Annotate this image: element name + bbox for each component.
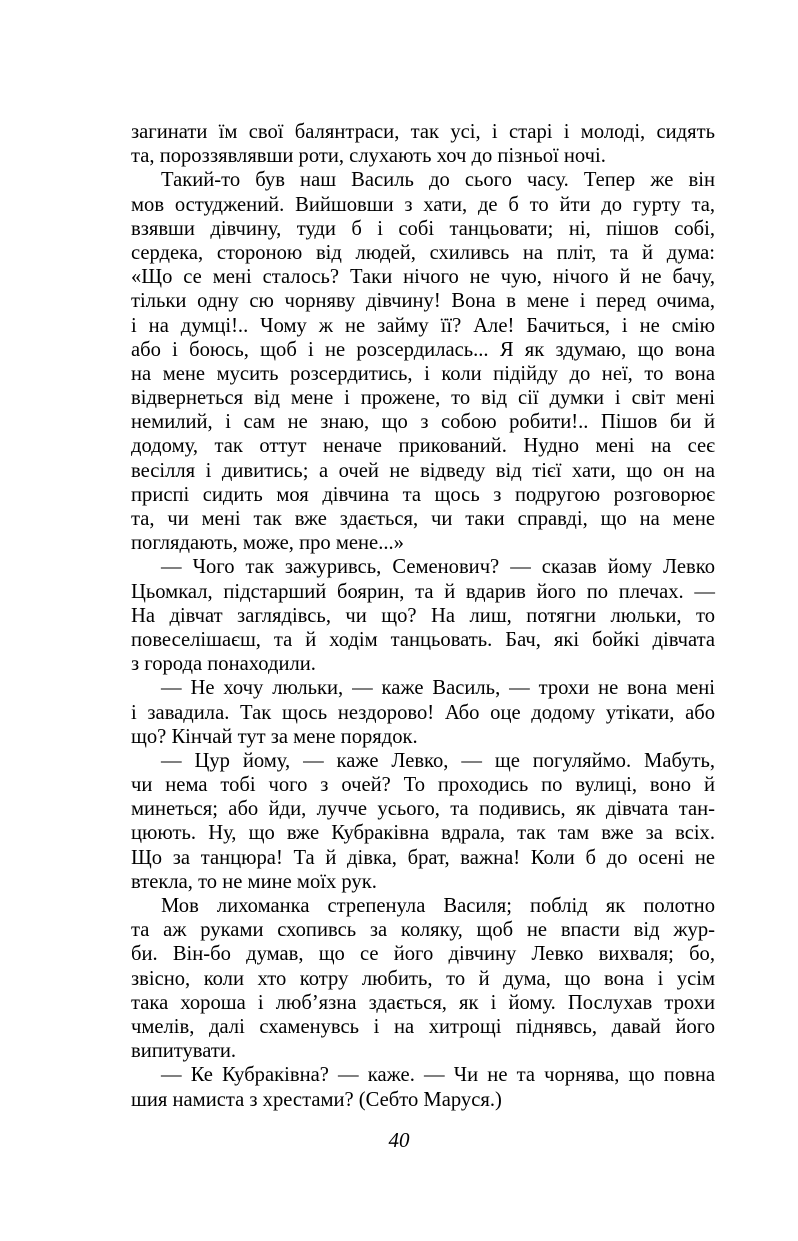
text-line: така хороша і люб’язна здається, як і йому. Послухав трохи (131, 991, 715, 1014)
text-line: загинати їм свої балянтраси, так усі, і старі і молоді, сидять (131, 121, 715, 143)
text-line: приспі сидить моя дівчина та щось з подругою розговорює (131, 483, 715, 506)
text-block (131, 120, 715, 1112)
text-line: минеться; або йди, лучче усього, та подивись, як дівчата тан- (131, 798, 715, 821)
text-line: сердека, стороною від людей, схиливсь на пліт, та й дума: (131, 241, 715, 264)
text-line: немилий, і сам не знаю, що з собою робити!.. Пішов би й (131, 411, 715, 434)
text-line: весілля і дивитись; а очей не відведу від тієї хати, що он на (131, 459, 715, 482)
text-line: на мене мусить розсердитись, і коли підійду до неї, то вона (131, 362, 715, 385)
text-line: звісно, коли хто котру любить, то й дума, що вона і усім (131, 967, 715, 990)
text-line: і завадила. Так щось нездорово! Або оце додому утікати, або (131, 701, 715, 724)
text-line: Мов лихоманка стрепенула Василя; поблід як полотно (161, 895, 715, 917)
text-line: цюють. Ну, що вже Кубраківна вдрала, так там вже за всіх. (131, 822, 715, 845)
text-line: На дівчат заглядівсь, чи що? На лиш, потягни люльки, то (131, 604, 715, 627)
text-line: — Цур йому, — каже Левко, — ще погуляймо. Мабуть, (161, 749, 715, 772)
text-line: або і боюсь, щоб і не розсердилась... Я як здумаю, що вона (131, 338, 715, 361)
text-line: шия намиста з хрестами? (Себто Маруся.) (131, 1088, 502, 1111)
text-line: Що за танцюра! Та й дівка, брат, важна! Коли б до осені не (131, 846, 715, 869)
text-line: мов остуджений. Вийшовши з хати, де б то йти до гурту та, (131, 193, 715, 216)
text-line: би. Він-бо думав, що се його дівчину Левко вихваля; бо, (131, 943, 715, 966)
text-line: випитувати. (131, 1040, 237, 1063)
text-line: повеселішаєш, та й ходім танцьовать. Бач, які бойкі дівчата (131, 628, 715, 651)
text-line: — Чого так зажуривсь, Семенович? — сказав йому Левко (161, 556, 715, 579)
text-line: додому, так оттут неначе прикований. Нудно мені на сеє (131, 435, 715, 458)
page-number: 40 (388, 1128, 410, 1152)
text-line: відвернеться від мене і прожене, то від сії думки і світ мені (131, 387, 715, 410)
text-line: чмелів, далі схаменувсь і на хитрощі піднявсь, давай його (131, 1015, 715, 1038)
text-line: що? Кінчай тут за мене порядок. (131, 725, 418, 748)
text-line: чи нема тобі чого з очей? То проходись по вулиці, воно й (131, 774, 715, 797)
text-line: «Що се мені сталось? Таки нічого не чую, нічого й не бачу, (131, 266, 715, 289)
text-line: — Ке Кубраківна? — каже. — Чи не та чорнява, що повна (161, 1064, 715, 1087)
text-line: з города понаходили. (131, 653, 316, 676)
text-line: поглядають, може, про мене...» (131, 532, 404, 555)
text-line: та, чи мені так вже здається, чи таки справді, що на мене (131, 508, 715, 530)
text-line: Цьомкал, підстарший боярин, та й вдарив його по плечах. — (131, 580, 715, 603)
text-line: взявши дівчину, туди б і собі танцьовати; ні, пішов собі, (131, 217, 715, 240)
text-line: — Не хочу люльки, — каже Василь, — трохи не вона мені (161, 677, 715, 700)
text-line: та аж руками схопивсь за коляку, щоб не впасти від жур- (131, 919, 715, 942)
text-line: та, пороззявлявши роти, слухають хоч до пізньої ночі. (131, 145, 606, 168)
text-line: Такий-то був наш Василь до сього часу. Тепер же він (161, 169, 715, 192)
text-line: тільки одну сю чорняву дівчину! Вона в мене і перед очима, (131, 290, 715, 313)
text-line: втекла, то не мине моїх рук. (131, 870, 377, 893)
text-line: і на думці!.. Чому ж не займу її? Але! Бачиться, і не смію (131, 314, 715, 337)
